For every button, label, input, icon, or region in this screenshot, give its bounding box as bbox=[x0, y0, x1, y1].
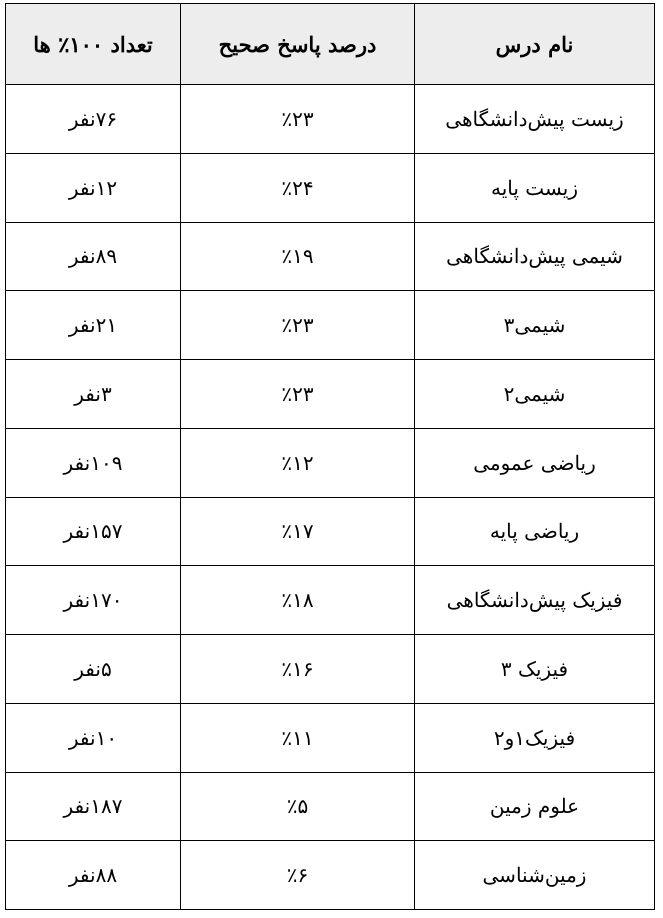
table-row bbox=[6, 222, 655, 291]
full-score-count: ۸۸نفر bbox=[6, 841, 181, 910]
header-correct-percent: درصد پاسخ صحیح bbox=[181, 4, 415, 85]
table-row bbox=[6, 291, 655, 360]
table-row bbox=[6, 153, 655, 222]
course-name: شیمی۲ bbox=[415, 360, 655, 429]
table-row bbox=[6, 703, 655, 772]
course-name: زمین‌شناسی bbox=[415, 841, 655, 910]
course-name: فیزیک۱و۲ bbox=[415, 703, 655, 772]
correct-percent: ٪۱۸ bbox=[181, 566, 415, 635]
course-name: ریاضی پایه bbox=[415, 497, 655, 566]
full-score-count: ۲۱نفر bbox=[6, 291, 181, 360]
course-name: زیست پایه bbox=[415, 153, 655, 222]
course-name: شیمی پیش‌دانشگاهی bbox=[415, 222, 655, 291]
table-row bbox=[6, 772, 655, 841]
full-score-count: ۷۶نفر bbox=[6, 85, 181, 154]
course-name: شیمی۳ bbox=[415, 291, 655, 360]
course-name: علوم زمین bbox=[415, 772, 655, 841]
header-full-score-count: تعداد ۱۰۰٪ ها bbox=[6, 4, 181, 85]
table-row bbox=[6, 85, 655, 154]
correct-percent: ٪۱۱ bbox=[181, 703, 415, 772]
full-score-count: ۸۹نفر bbox=[6, 222, 181, 291]
full-score-count: ۵نفر bbox=[6, 635, 181, 704]
correct-percent: ٪۱۲ bbox=[181, 428, 415, 497]
table-row bbox=[6, 841, 655, 910]
course-name: فیزیک پیش‌دانشگاهی bbox=[415, 566, 655, 635]
full-score-count: ۱۰نفر bbox=[6, 703, 181, 772]
table-row bbox=[6, 635, 655, 704]
full-score-count: ۱۸۷نفر bbox=[6, 772, 181, 841]
results-table bbox=[5, 3, 655, 910]
header-row bbox=[6, 4, 655, 85]
full-score-count: ۳نفر bbox=[6, 360, 181, 429]
full-score-count: ۱۲نفر bbox=[6, 153, 181, 222]
correct-percent: ٪۲۴ bbox=[181, 153, 415, 222]
header-course-name: نام درس bbox=[415, 4, 655, 85]
correct-percent: ٪۲۳ bbox=[181, 291, 415, 360]
correct-percent: ٪۱۹ bbox=[181, 222, 415, 291]
correct-percent: ٪۶ bbox=[181, 841, 415, 910]
table-row bbox=[6, 428, 655, 497]
full-score-count: ۱۰۹نفر bbox=[6, 428, 181, 497]
table-row bbox=[6, 360, 655, 429]
table-row bbox=[6, 566, 655, 635]
correct-percent: ٪۱۷ bbox=[181, 497, 415, 566]
full-score-count: ۱۷۰نفر bbox=[6, 566, 181, 635]
correct-percent: ٪۱۶ bbox=[181, 635, 415, 704]
correct-percent: ٪۲۳ bbox=[181, 85, 415, 154]
correct-percent: ٪۲۳ bbox=[181, 360, 415, 429]
full-score-count: ۱۵۷نفر bbox=[6, 497, 181, 566]
course-name: زیست پیش‌دانشگاهی bbox=[415, 85, 655, 154]
course-name: فیزیک ۳ bbox=[415, 635, 655, 704]
table-row bbox=[6, 497, 655, 566]
correct-percent: ٪۵ bbox=[181, 772, 415, 841]
course-name: ریاضی عمومی bbox=[415, 428, 655, 497]
